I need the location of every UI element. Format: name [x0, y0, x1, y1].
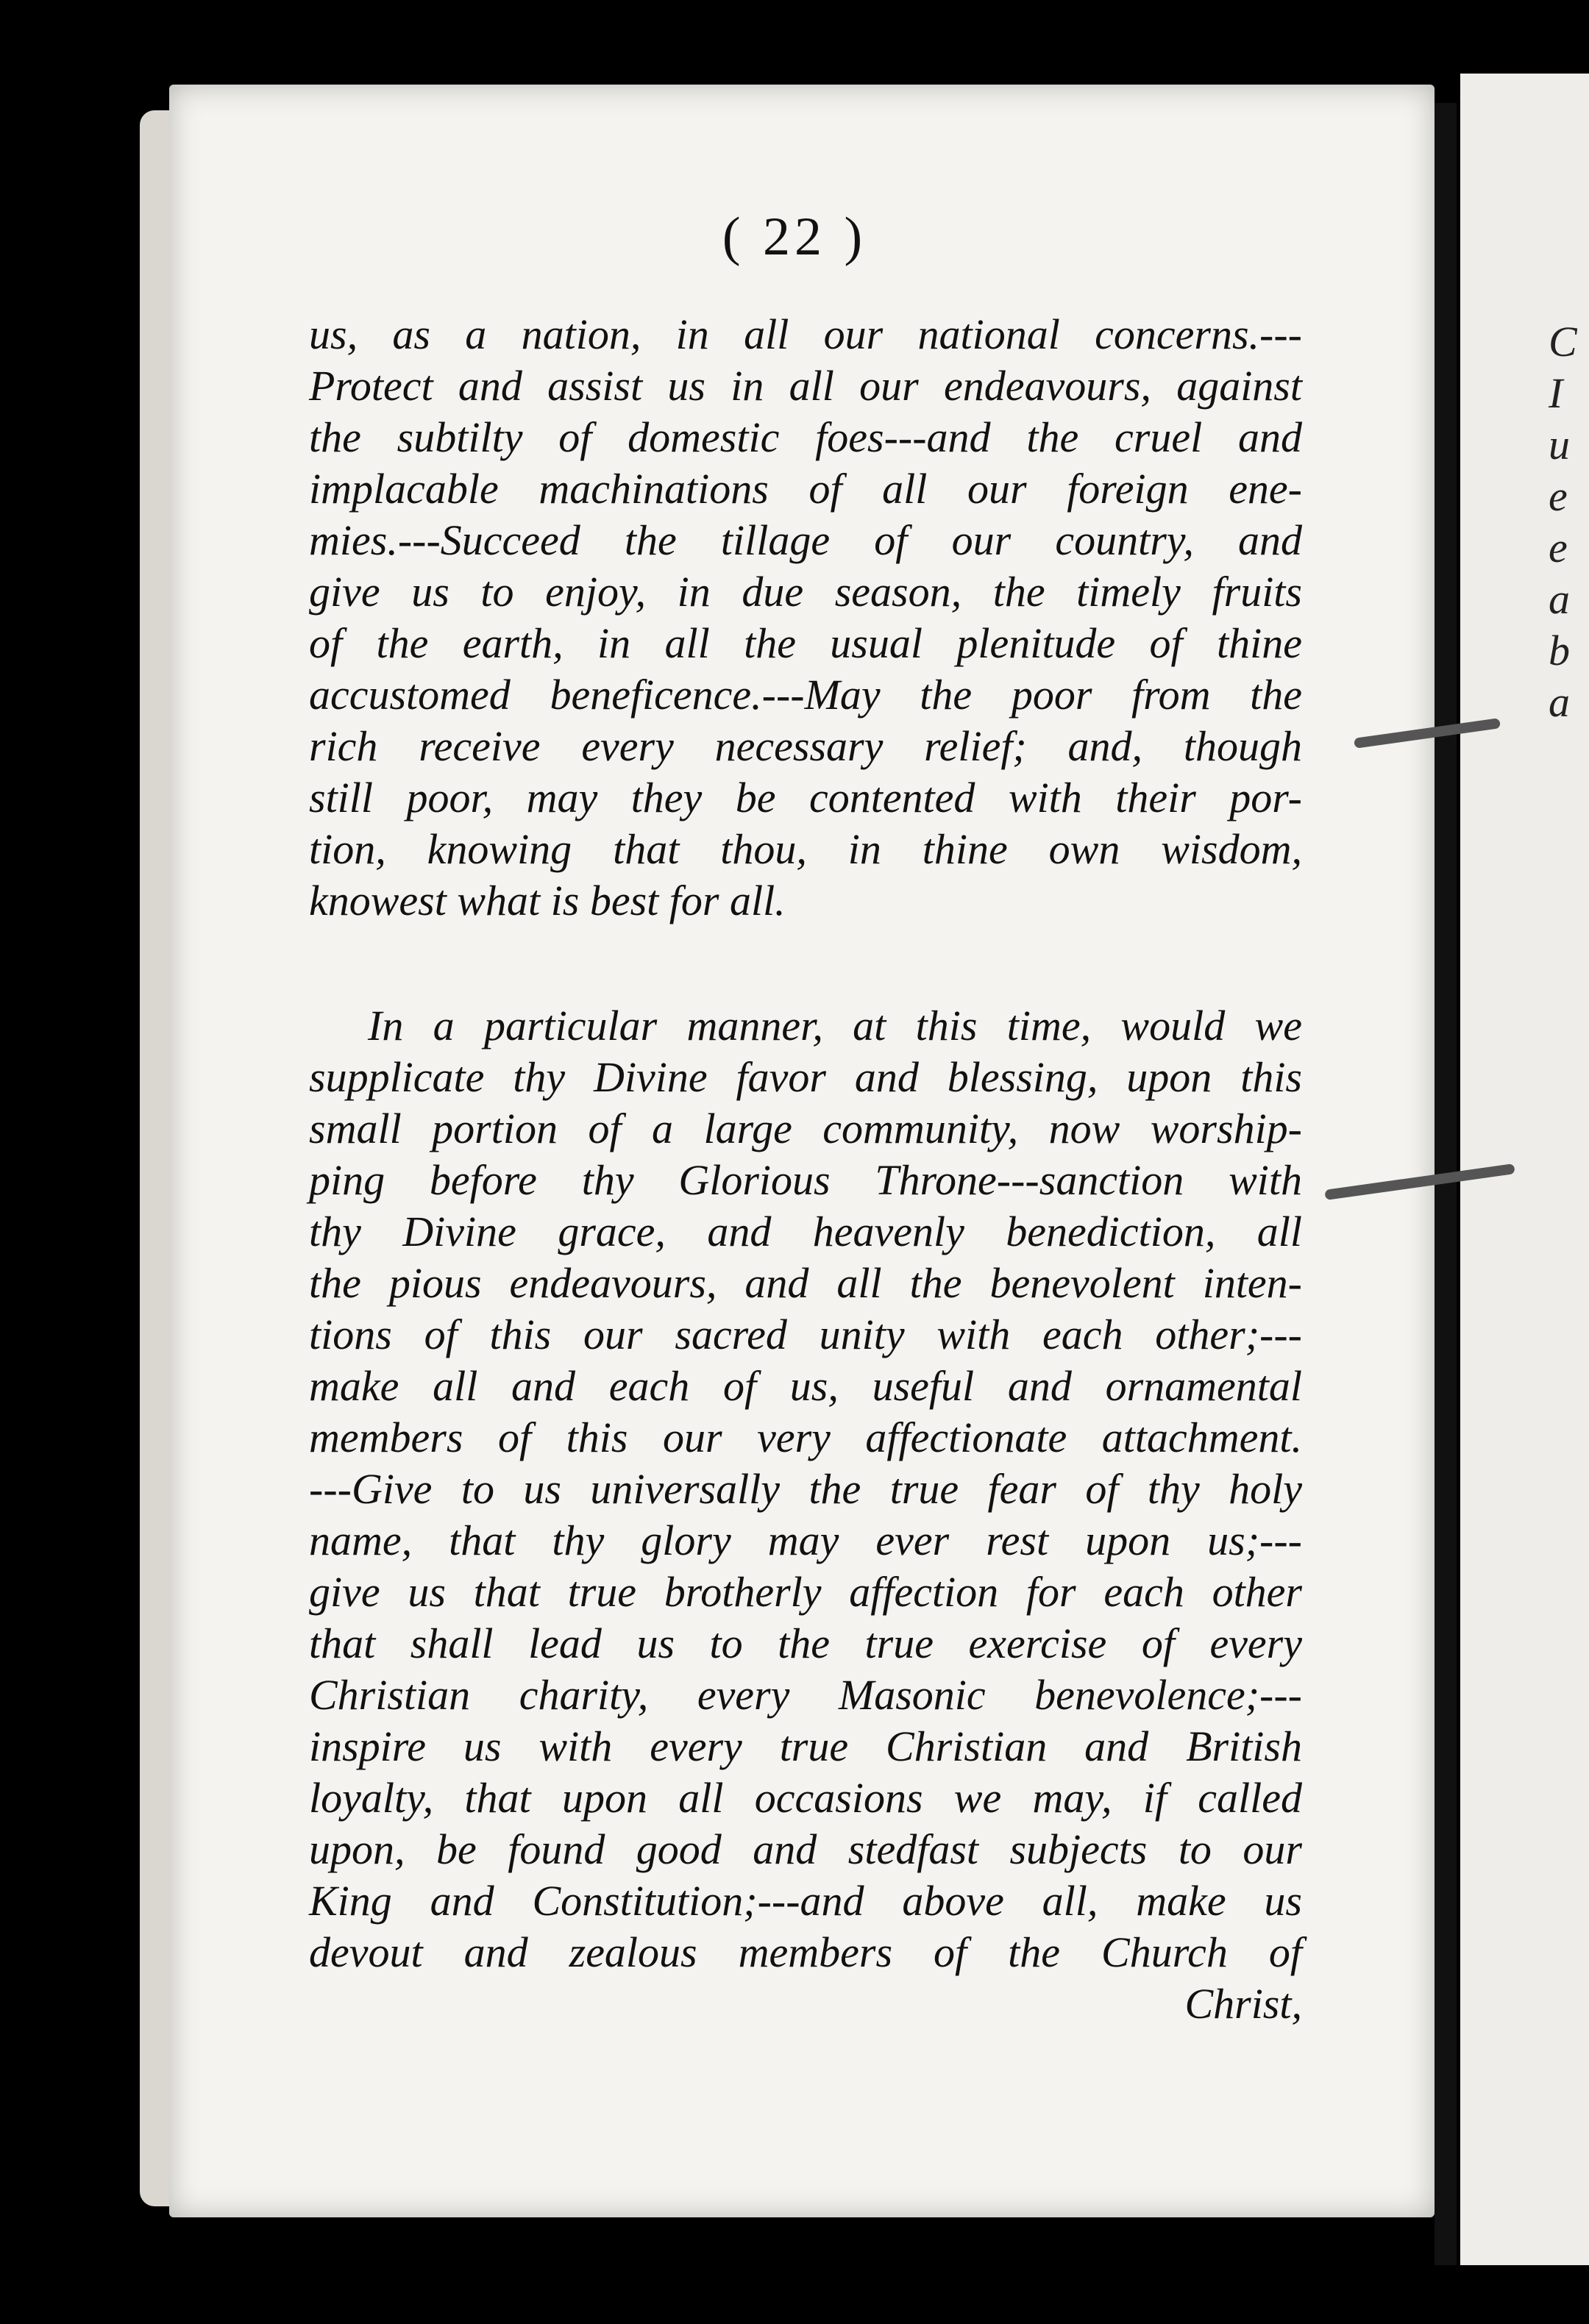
text-line: the pious endeavours, and all the benevolent inten- [309, 1259, 1302, 1307]
text-line: small portion of a large community, now worship- [309, 1105, 1302, 1152]
text-line: thy Divine grace, and heavenly benediction, all [309, 1208, 1302, 1255]
right-page-letter: a [1549, 575, 1570, 623]
text-line: give us to enjoy, in due season, the timely fruits [309, 568, 1302, 616]
text-line: inspire us with every true Christian and British [309, 1722, 1302, 1770]
text-line: supplicate thy Divine favor and blessing, upon this [309, 1053, 1302, 1101]
right-page-letter: u [1549, 421, 1570, 468]
paragraph [309, 309, 1302, 927]
right-page-letter: e [1549, 524, 1568, 571]
text-line: King and Constitution;---and above all, make us [309, 1877, 1302, 1925]
text-line: of the earth, in all the usual plenitude of thine [309, 619, 1302, 667]
text-line: tion, knowing that thou, in thine own wisdom, [309, 825, 1302, 873]
text-line: implacable machinations of all our foreign ene- [309, 465, 1302, 513]
text-line: loyalty, that upon all occasions we may, if called [309, 1774, 1302, 1822]
text-line: mies.---Succeed the tillage of our country, and [309, 516, 1302, 564]
text-line: us, as a nation, in all our national concerns.--- [309, 310, 1302, 358]
right-page-letter: C [1549, 318, 1577, 366]
text-line: Christian charity, every Masonic benevolence;--- [309, 1671, 1302, 1719]
text-line: devout and zealous members of the Church of [309, 1928, 1302, 1976]
text-line: still poor, may they be contented with their por- [309, 774, 1302, 821]
right-page-letter: a [1549, 678, 1570, 726]
text-line: accustomed beneficence.---May the poor from the [309, 671, 1302, 719]
text-line: knowest what is best for all. [309, 877, 786, 924]
text-line: make all and each of us, useful and ornamental [309, 1362, 1302, 1410]
text-line: ping before thy Glorious Throne---sanction with [309, 1156, 1302, 1204]
text-line: rich receive every necessary relief; and, though [309, 722, 1302, 770]
paragraph-gap [309, 927, 1302, 1000]
page-number: ( 22 ) [722, 207, 867, 267]
text-line: In a particular manner, at this time, would we [368, 1002, 1302, 1049]
right-page-letter: I [1549, 369, 1563, 417]
text-line: Protect and assist us in all our endeavours, against [309, 362, 1302, 410]
text-line: name, that thy glory may ever rest upon us;--- [309, 1516, 1302, 1564]
text-line: the subtilty of domestic foes---and the cruel and [309, 413, 1302, 461]
text-line: members of this our very affectionate attachment. [309, 1414, 1302, 1461]
text-line: upon, be found good and stedfast subjects to our [309, 1825, 1302, 1873]
body-text [309, 309, 1302, 2030]
right-page-letter: b [1549, 627, 1570, 674]
text-line: give us that true brotherly affection for each other [309, 1568, 1302, 1616]
text-line: that shall lead us to the true exercise of every [309, 1619, 1302, 1667]
paragraph [309, 1000, 1302, 2030]
text-line: ---Give to us universally the true fear of thy holy [309, 1465, 1302, 1513]
text-line: tions of this our sacred unity with each other;--- [309, 1311, 1302, 1358]
right-page-letter: e [1549, 472, 1568, 520]
catchword: Christ, [1184, 1980, 1302, 2028]
